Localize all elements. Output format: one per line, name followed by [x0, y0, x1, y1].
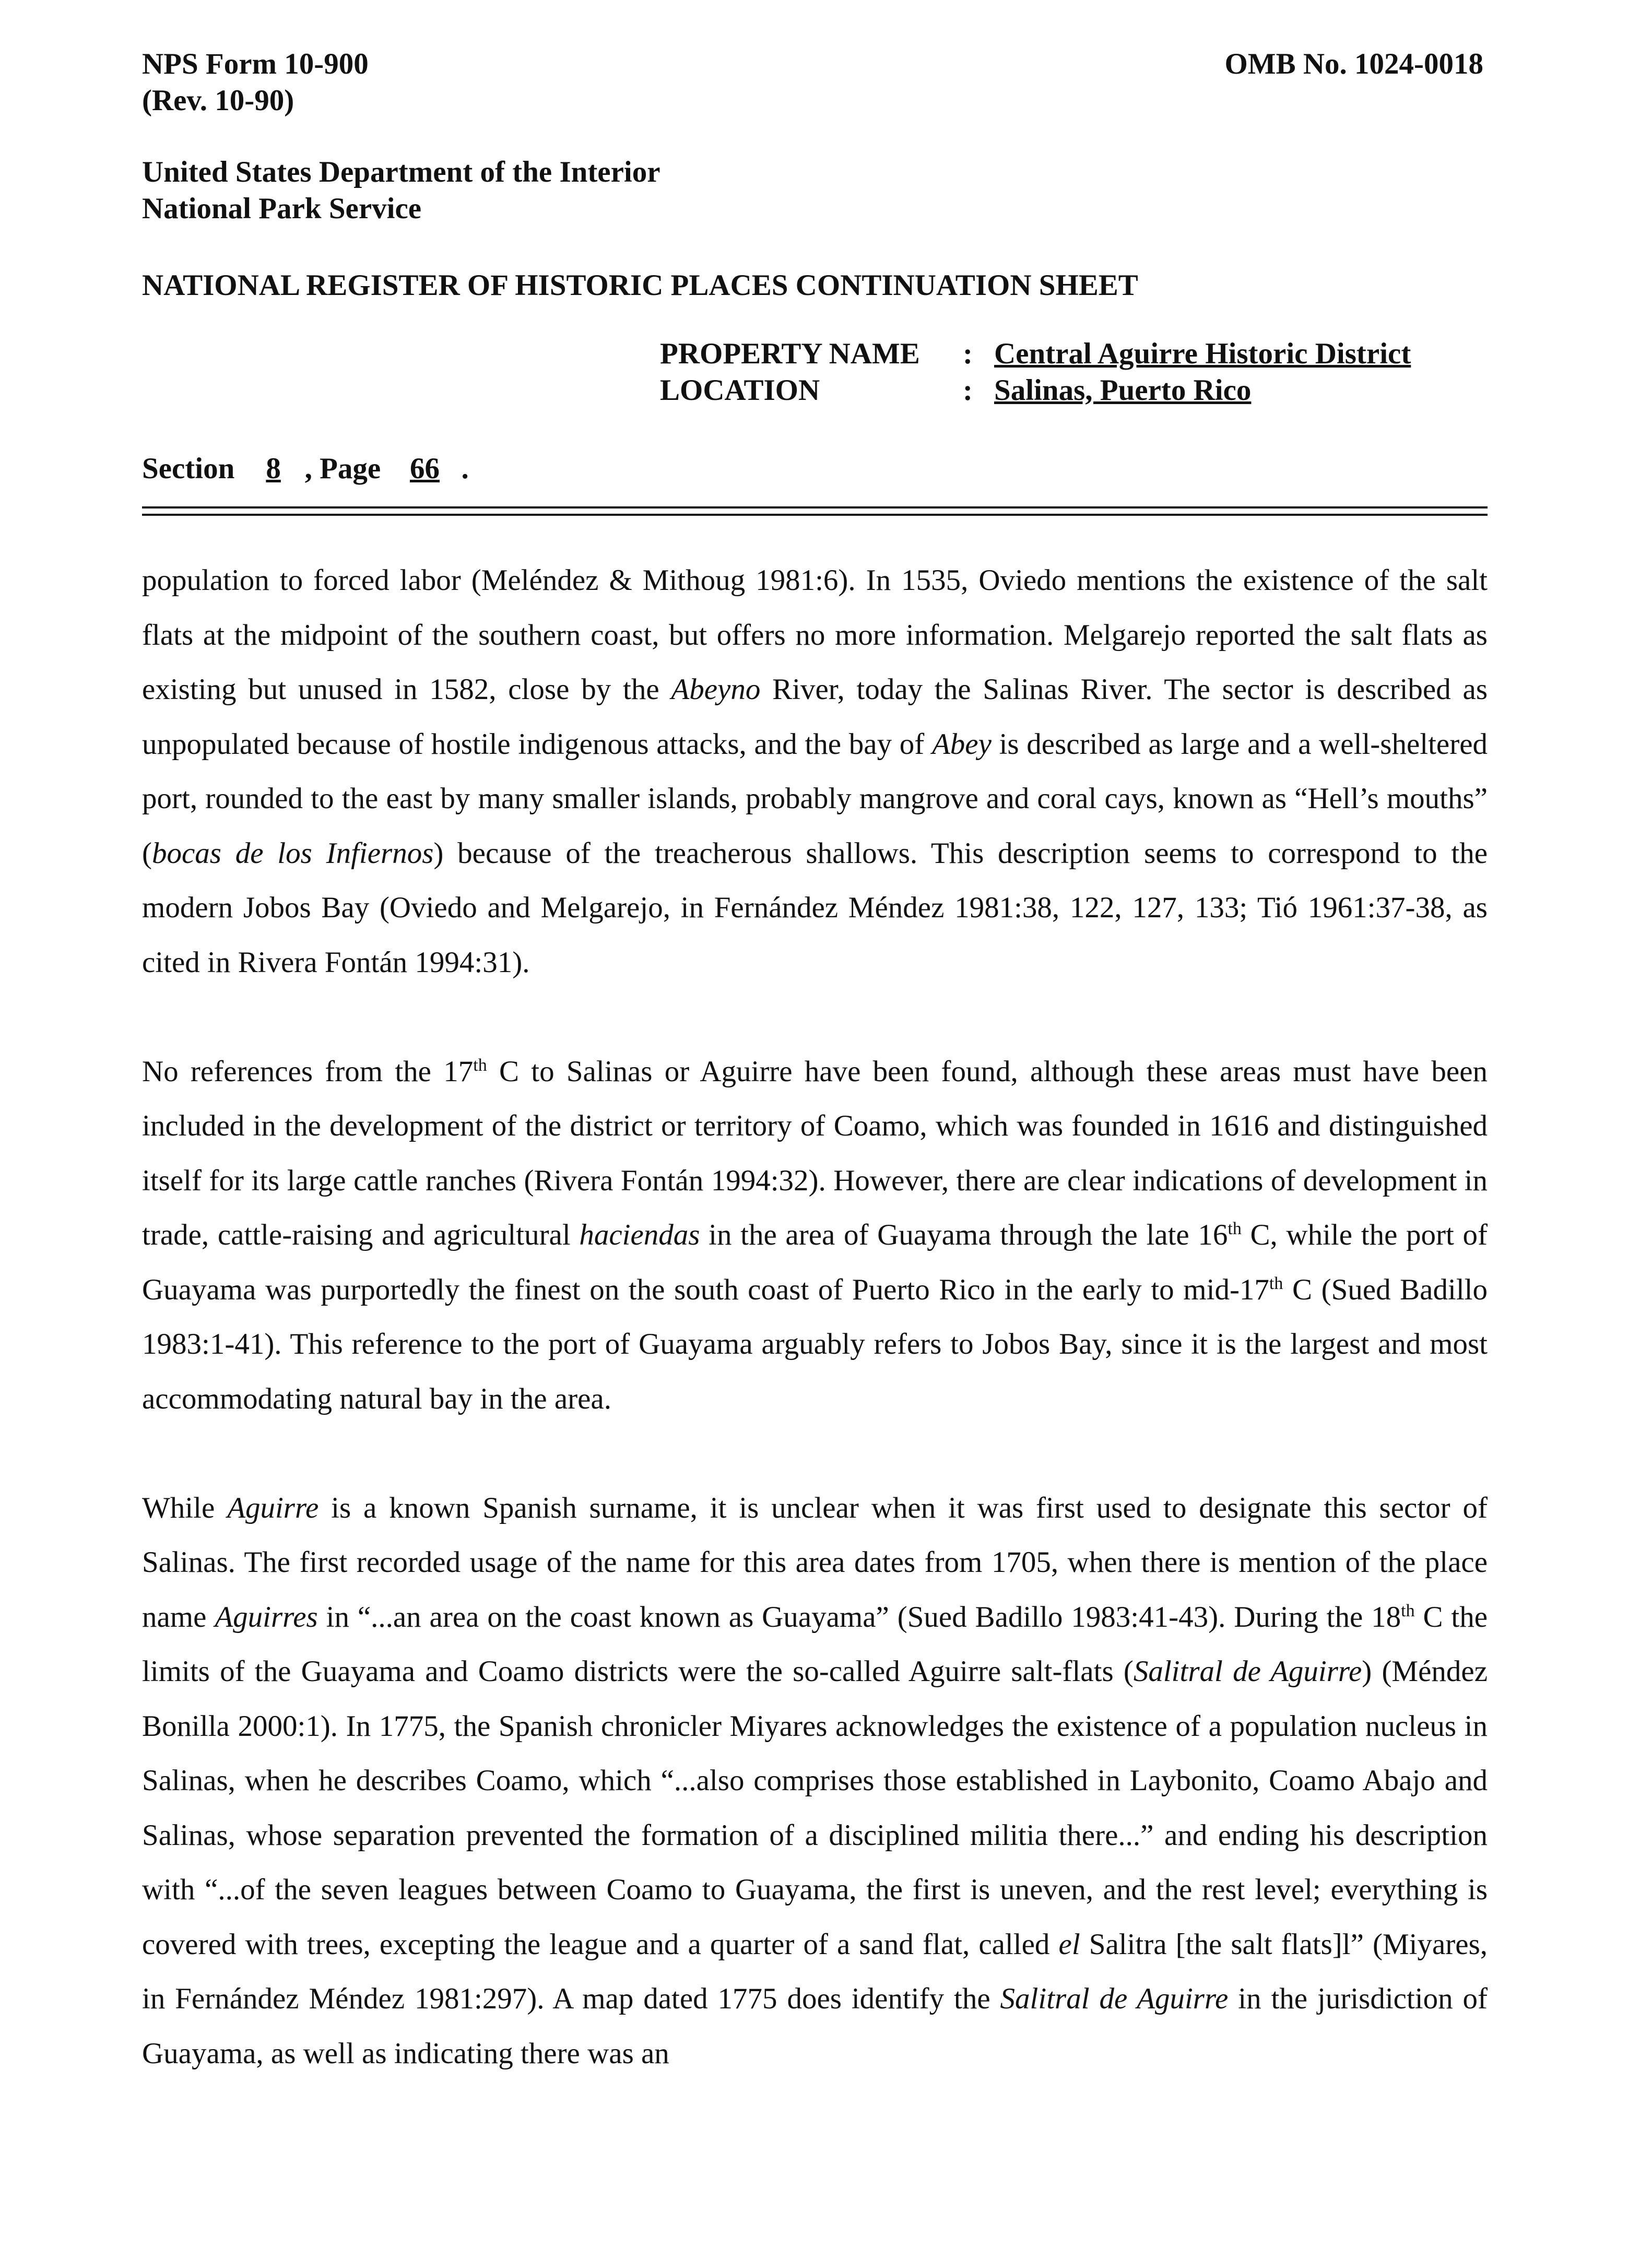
location-value: Salinas, Puerto Rico — [994, 374, 1252, 407]
agency-block — [142, 154, 660, 227]
body-text — [142, 553, 1488, 2136]
form-revision: (Rev. 10-90) — [142, 84, 294, 117]
sheet-title: NATIONAL REGISTER OF HISTORIC PLACES CONTINUATION SHEET — [142, 269, 1138, 302]
property-name-row — [660, 336, 1411, 372]
department-name: United States Department of the Interior — [142, 156, 660, 188]
property-name-value: Central Aguirre Historic District — [994, 337, 1411, 370]
location-label: LOCATION — [660, 374, 820, 407]
divider-bottom — [142, 514, 1488, 516]
page-label: Page — [320, 452, 381, 485]
paragraph-2: No references from the 17th C to Salinas or Aguirre have been found, although these areas must have been included in the development of the district or territory of Coamo, which was founded in 1616 and distinguished itself for its large cattle ranches (Rivera Fontán 1994:32). However, there are clear indications of development in trade, cattle-raising and agricultural haciendas in the area of Guayama through the late 16th C, while the port of Guayama was purportedly the finest on the south coast of Puerto Rico in the early to mid-17th C (Sued Badillo 1983:1-41). This reference to the port of Guayama arguably refers to Jobos Bay, since it is the largest and most accommodating natural bay in the area. — [142, 1055, 1488, 1415]
property-name-colon: : — [963, 337, 973, 370]
property-block — [660, 336, 1411, 409]
page-number: 66 — [409, 452, 440, 485]
section-label: Section — [142, 452, 235, 485]
service-name: National Park Service — [142, 192, 422, 225]
paragraph-3: While Aguirre is a known Spanish surname, it is unclear when it was first used to designate this sector of Salinas. The first recorded usage of the name for this area dates from 1705, when there is mention of the place name Aguirres in “...an area on the coast known as Guayama” (Sued Badillo 1983:41-43). During the 18th C the limits of the Guayama and Coamo districts were the so-called Aguirre salt-flats (Salitral de Aguirre) (Méndez Bonilla 2000:1). In 1775, the Spanish chronicler Miyares acknowledges the existence of a population nucleus in Salinas, when he describes Coamo, which “...also comprises those established in Laybonito, Coamo Abajo and Salinas, whose separation prevented the formation of a disciplined militia there...” and ending his description with “...of the seven leagues between Coamo to Guayama, the first is uneven, and the rest level; everything is covered with trees, excepting the league and a quarter of a sand flat, called el Salitra [the salt flats]l” (Miyares, in Fernández Méndez 1981:297). A map dated 1775 does identify the Salitral de Aguirre in the jurisdiction of Guayama, as well as indicating there was an — [142, 1491, 1488, 2070]
divider-top — [142, 506, 1488, 508]
location-colon: : — [963, 374, 973, 407]
section-number: 8 — [266, 452, 281, 485]
section-page-line: Section 8 , Page 66 . — [142, 451, 469, 487]
form-identifier — [142, 46, 369, 119]
omb-number: OMB No. 1024-0018 — [1224, 48, 1483, 80]
form-number: NPS Form 10-900 — [142, 48, 369, 80]
property-name-label: PROPERTY NAME — [660, 337, 920, 370]
paragraph-1: population to forced labor (Meléndez & Mithoug 1981:6). In 1535, Oviedo mentions the existence of the salt flats at the midpoint of the southern coast, but offers no more information. Melgarejo reported the salt flats as existing but unused in 1582, close by the Abeyno River, today the Salinas River. The sector is described as unpopulated because of hostile indigenous attacks, and the bay of Abey is described as large and a well-sheltered port, rounded to the east by many smaller islands, probably mangrove and coral cays, known as “Hell’s mouths” (bocas de los Infiernos) because of the treacherous shallows. This description seems to correspond to the modern Jobos Bay (Oviedo and Melgarejo, in Fernández Méndez 1981:38, 122, 127, 133; Tió 1961:37-38, as cited in Rivera Fontán 1994:31). — [142, 564, 1488, 979]
location-row — [660, 372, 1411, 409]
